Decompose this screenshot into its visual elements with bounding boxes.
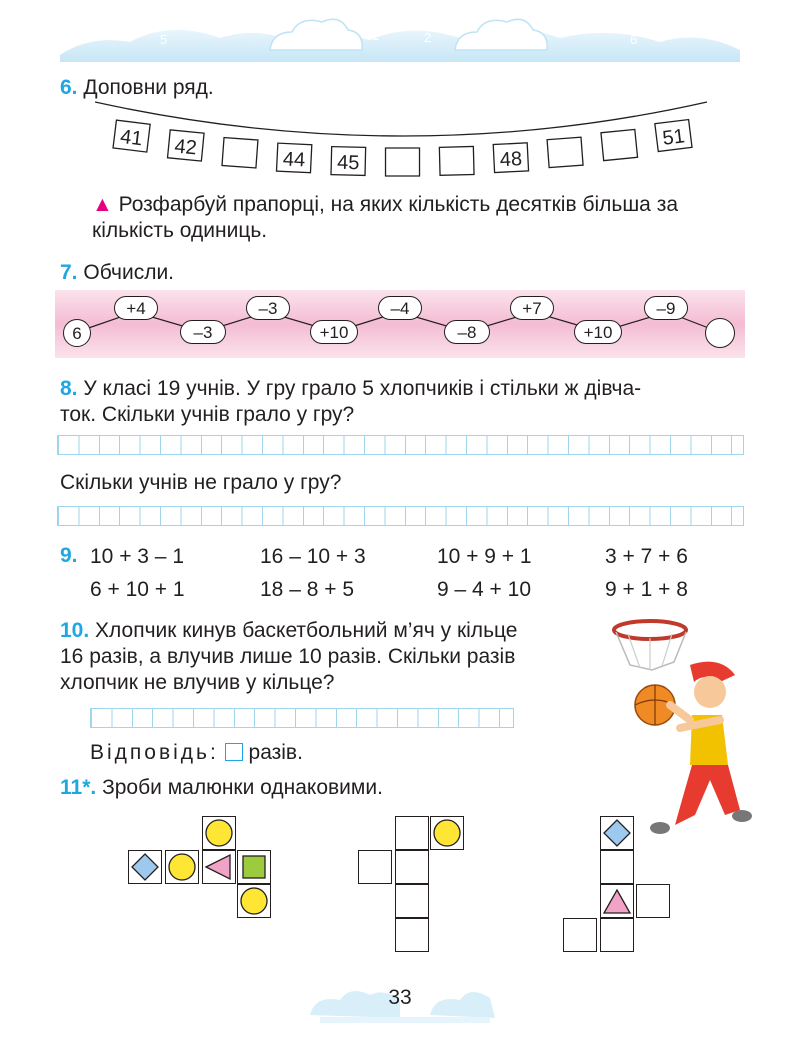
answer-unit: разів. xyxy=(248,741,303,764)
circle-shape xyxy=(206,820,232,846)
grid-cell[interactable] xyxy=(636,884,670,918)
flag xyxy=(655,120,692,152)
header-num: 1 xyxy=(372,28,380,43)
answer-label: Відповідь: xyxy=(90,741,219,764)
start-circle: 6 xyxy=(63,319,91,347)
op-bottom: –8 xyxy=(444,320,490,344)
flag-label: 41 xyxy=(118,125,144,151)
ex6-task xyxy=(92,192,752,244)
grid-cell[interactable] xyxy=(395,884,429,918)
expression: 9 + 1 + 8 xyxy=(605,578,688,601)
op-top: –4 xyxy=(378,296,422,320)
ex7-number: 7. xyxy=(60,261,78,284)
triangle-shape xyxy=(206,855,230,879)
expression: 3 + 7 + 6 xyxy=(605,545,688,568)
op-top: +4 xyxy=(114,296,158,320)
ex11-heading xyxy=(60,775,383,801)
header-num: 2 xyxy=(424,30,432,45)
ex7-heading xyxy=(60,260,174,286)
header-num: 4 xyxy=(568,24,576,39)
circle-shape xyxy=(169,854,195,880)
header-num: 8 xyxy=(695,24,703,39)
op-top: +7 xyxy=(510,296,554,320)
header-num: 5 xyxy=(160,32,168,47)
ex7-title: Обчисли. xyxy=(83,261,175,284)
ex8-number: 8. xyxy=(60,377,78,400)
triangle-icon: ▲ xyxy=(92,193,113,216)
flag-label: 48 xyxy=(499,148,523,172)
flag xyxy=(276,143,311,173)
flag xyxy=(331,147,366,176)
flag xyxy=(113,120,150,152)
op-bottom: +10 xyxy=(574,320,622,344)
grid-cell[interactable] xyxy=(395,850,429,884)
diamond-shape xyxy=(604,820,630,846)
answer-box[interactable] xyxy=(225,743,243,761)
ex10-answer xyxy=(90,740,303,766)
circle-shape xyxy=(241,888,267,914)
basketball-boy-illustration xyxy=(610,610,760,840)
expression: 10 + 3 – 1 xyxy=(90,545,184,568)
ex10-line3: хлопчик не влучив у кільце? xyxy=(60,671,335,694)
header-num: 3 xyxy=(225,24,233,39)
figure-3-shapes xyxy=(600,816,634,918)
answer-grid-1[interactable] xyxy=(57,435,744,455)
flag-label: 42 xyxy=(173,135,198,160)
answer-grid-2[interactable] xyxy=(57,506,744,526)
grid-cell[interactable] xyxy=(358,850,392,884)
flag-label: 45 xyxy=(336,151,360,175)
header-num: 6 xyxy=(630,32,638,47)
grid-cell[interactable] xyxy=(600,918,634,952)
answer-grid-3[interactable] xyxy=(90,708,514,728)
header-num: 0 xyxy=(400,12,408,27)
ex6-heading xyxy=(60,75,214,101)
ex8-line1: У класі 19 учнів. У гру грало 5 хлопчиків і стільки ж дівча- xyxy=(83,377,642,400)
ex6-title: Доповни ряд. xyxy=(83,76,214,99)
grid-cell[interactable] xyxy=(395,816,429,850)
flag xyxy=(168,130,205,161)
expression: 10 + 9 + 1 xyxy=(437,545,532,568)
grid-cell[interactable] xyxy=(563,918,597,952)
flag[interactable] xyxy=(547,137,583,167)
flag[interactable] xyxy=(386,148,420,176)
ex10-line1: Хлопчик кинув баскетбольний м’яч у кільце xyxy=(95,619,518,642)
ex8-text xyxy=(60,376,760,428)
op-bottom: –3 xyxy=(180,320,226,344)
diamond-shape xyxy=(132,854,158,880)
expression: 16 – 10 + 3 xyxy=(260,545,366,568)
flag xyxy=(493,143,528,173)
triangle-shape xyxy=(604,890,630,913)
ex11-number: 11*. xyxy=(60,776,97,799)
model-shapes xyxy=(128,816,273,920)
grid-cell[interactable] xyxy=(395,918,429,952)
op-top: –9 xyxy=(644,296,688,320)
header-num: 7 xyxy=(105,26,113,41)
expression: 6 + 10 + 1 xyxy=(90,578,185,601)
page-number: 33 xyxy=(388,986,412,1009)
expression: 18 – 8 + 5 xyxy=(260,578,354,601)
flag-garland xyxy=(95,100,715,180)
ex10-text xyxy=(60,618,620,696)
flag[interactable] xyxy=(601,129,638,160)
op-bottom: +10 xyxy=(310,320,358,344)
flag[interactable] xyxy=(222,138,258,168)
figure-2-shapes xyxy=(430,816,464,850)
flag-label: 44 xyxy=(282,148,306,172)
expression: 9 – 4 + 10 xyxy=(437,578,531,601)
ex8-line2: ток. Скільки учнів грало у гру? xyxy=(60,403,355,426)
square-shape xyxy=(243,856,265,878)
ex6-number: 6. xyxy=(60,76,78,99)
ex6-task-text: Розфарбуй прапорці, на яких кількість десятків більша за кількість одиниць. xyxy=(92,193,679,242)
ex9-number: 9. xyxy=(60,544,78,567)
answer-circle[interactable] xyxy=(705,318,735,348)
ex10-line2: 16 разів, а влучив лише 10 разів. Скільки разів xyxy=(60,645,516,668)
flag[interactable] xyxy=(439,146,474,175)
flag-label: 51 xyxy=(661,125,687,150)
header-clouds xyxy=(0,0,800,70)
op-top: –3 xyxy=(246,296,290,320)
ex8-question2: Скільки учнів не грало у гру? xyxy=(60,471,342,494)
circle-shape xyxy=(434,820,460,846)
ex10-number: 10. xyxy=(60,619,90,642)
ex11-title: Зроби малюнки однаковими. xyxy=(102,776,383,799)
